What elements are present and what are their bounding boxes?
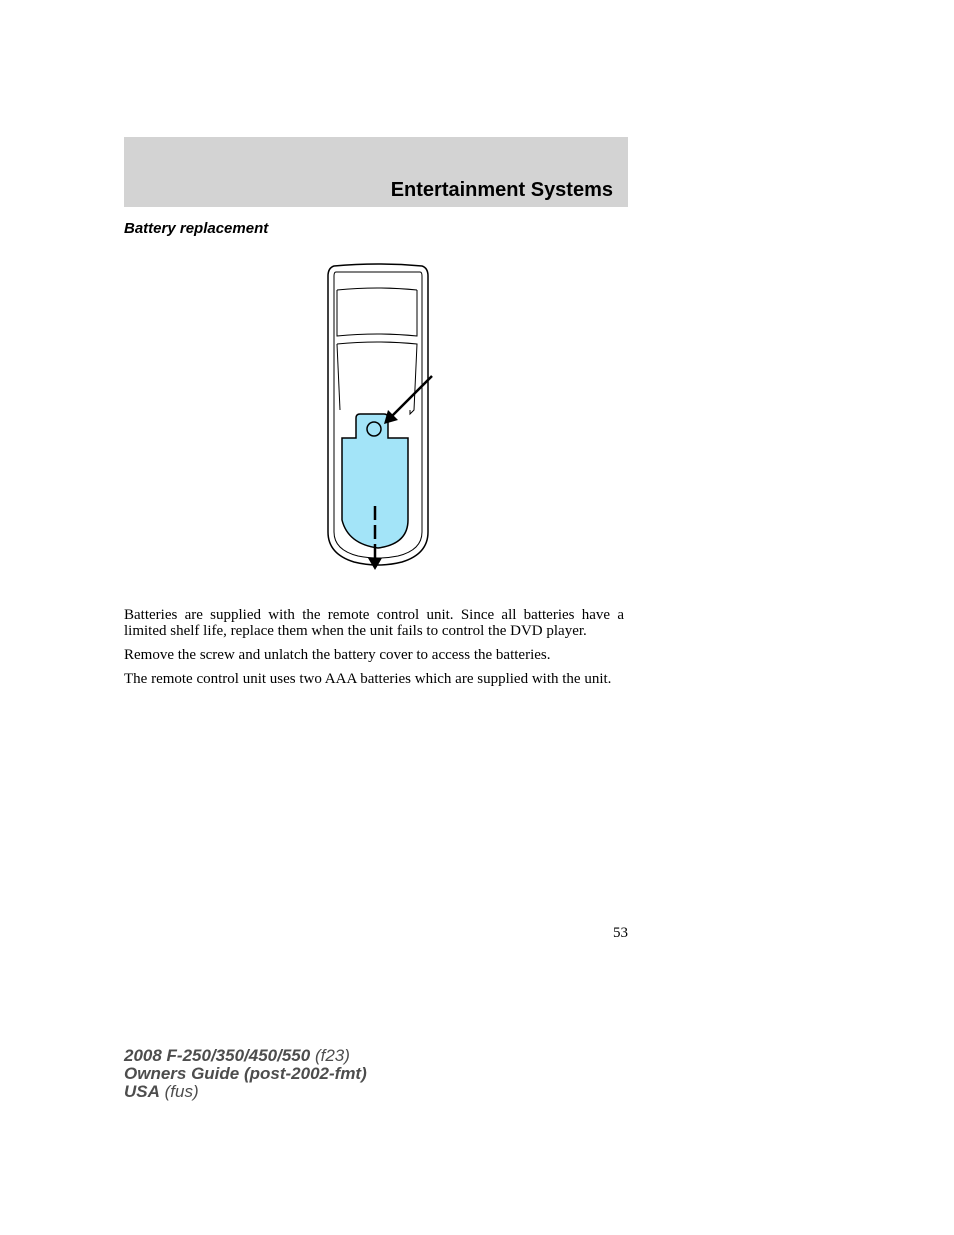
footer-line-2 <box>124 1065 367 1083</box>
screw-icon <box>367 422 381 436</box>
footer-model-code: (f23) <box>310 1046 350 1065</box>
section-header-band <box>124 137 628 207</box>
paragraph: Batteries are supplied with the remote control unit. Since all batteries have a limited shelf life, replace them when the unit fails to control the DVD player. <box>124 607 624 639</box>
paragraph: The remote control unit uses two AAA batteries which are supplied with the unit. <box>124 671 612 687</box>
remote-control-illustration <box>322 262 434 574</box>
footer-region: USA <box>124 1082 160 1101</box>
footer-guide-name: Owners Guide (post-2002-fmt) <box>124 1064 367 1083</box>
footer-line-3 <box>124 1083 367 1101</box>
subheading: Battery replacement <box>124 220 269 237</box>
body-text <box>124 607 624 695</box>
footer-line-1 <box>124 1047 367 1065</box>
footer-region-code: (fus) <box>159 1082 199 1101</box>
footer-model: 2008 F-250/350/450/550 <box>124 1046 311 1065</box>
section-title: Entertainment Systems <box>390 179 613 201</box>
paragraph: Remove the screw and unlatch the battery cover to access the batteries. <box>124 647 551 663</box>
footer <box>124 1047 367 1101</box>
page-number: 53 <box>613 925 628 941</box>
